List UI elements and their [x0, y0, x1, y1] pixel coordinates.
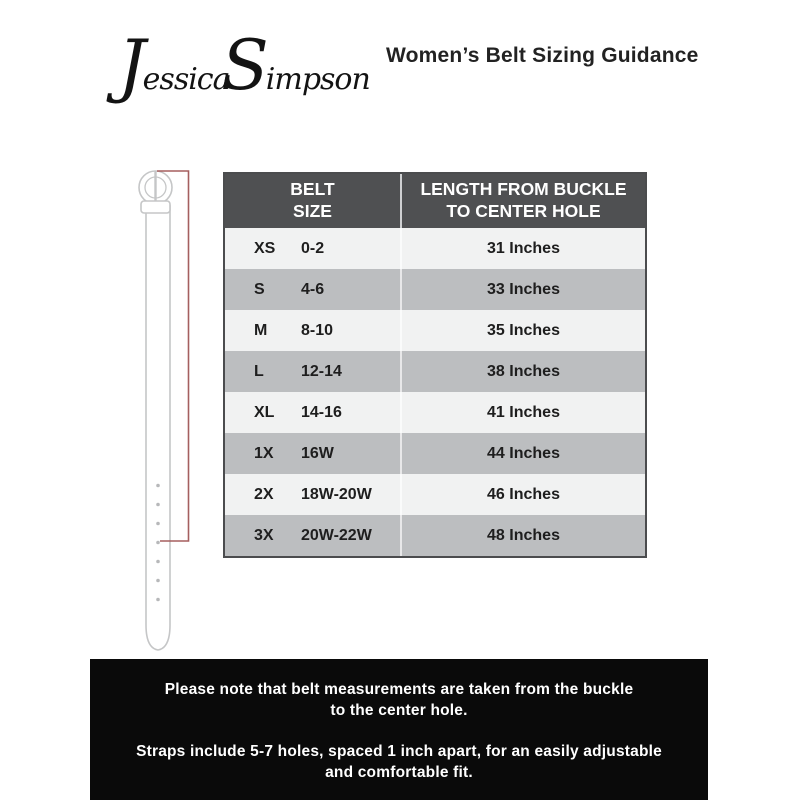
size-label: M	[254, 321, 268, 339]
table-row	[225, 392, 645, 433]
logo-last-name: Simpson	[221, 26, 370, 106]
size-range: 20W-22W	[301, 526, 372, 544]
measurement-note: Please note that belt measurements are taken from the buckle to the center hole.	[164, 681, 634, 719]
belt-size-cell	[225, 310, 400, 351]
length-cell: 48 Inches	[400, 515, 645, 556]
logo-first-name: Jessica	[118, 26, 230, 106]
size-table-body	[225, 228, 645, 556]
length-cell: 31 Inches	[400, 228, 645, 269]
size-range: 14-16	[301, 403, 342, 421]
size-label: 2X	[254, 485, 274, 503]
length-cell: 41 Inches	[400, 392, 645, 433]
belt-size-table	[223, 172, 647, 558]
size-range: 16W	[301, 444, 334, 462]
size-label: L	[254, 362, 264, 380]
belt-keeper	[141, 201, 170, 213]
holes-note: Straps include 5-7 holes, spaced 1 inch apart, for an easily adjustable and comfortable fit.	[136, 742, 662, 781]
table-row	[225, 269, 645, 310]
belt-size-cell	[225, 228, 400, 269]
size-label: XS	[254, 239, 276, 257]
size-range: 18W-20W	[301, 485, 372, 503]
size-range: 0-2	[301, 239, 325, 257]
size-label: S	[254, 280, 265, 298]
belt-strap	[146, 206, 170, 650]
table-row	[225, 433, 645, 474]
size-range: 8-10	[301, 321, 334, 339]
belt-size-cell	[225, 269, 400, 310]
length-cell: 35 Inches	[400, 310, 645, 351]
length-cell: 46 Inches	[400, 474, 645, 515]
size-label: 3X	[254, 526, 274, 544]
length-cell: 38 Inches	[400, 351, 645, 392]
table-row	[225, 515, 645, 556]
table-row	[225, 228, 645, 269]
belt-size-cell	[225, 392, 400, 433]
page-title: Women’s Belt Sizing Guidance	[386, 44, 699, 67]
table-row	[225, 310, 645, 351]
length-cell: 44 Inches	[400, 433, 645, 474]
column-header-length: LENGTH FROM BUCKLE TO CENTER HOLE	[400, 174, 645, 228]
size-label: 1X	[254, 444, 274, 462]
table-row	[225, 351, 645, 392]
brand-logo	[118, 26, 370, 110]
size-label: XL	[254, 403, 275, 421]
size-range: 4-6	[301, 280, 325, 298]
belt-size-cell	[225, 474, 400, 515]
belt-size-cell	[225, 515, 400, 556]
length-cell: 33 Inches	[400, 269, 645, 310]
belt-with-measurement-line-icon	[120, 160, 200, 660]
belt-size-cell	[225, 433, 400, 474]
footer-note-box	[90, 659, 708, 800]
column-header-belt-size: BELT SIZE	[290, 179, 335, 221]
table-header-row	[225, 174, 645, 228]
size-range: 12-14	[301, 362, 342, 380]
table-row	[225, 474, 645, 515]
belt-size-cell	[225, 351, 400, 392]
